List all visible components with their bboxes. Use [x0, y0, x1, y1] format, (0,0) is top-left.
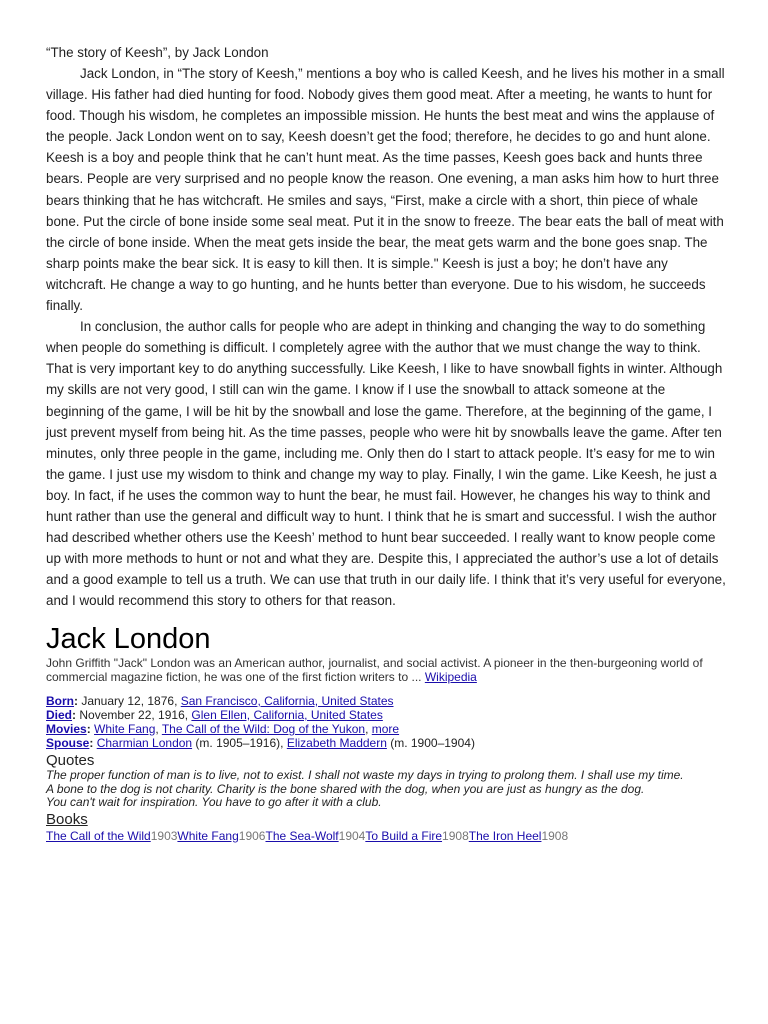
fact-label-died[interactable]: Died	[46, 708, 73, 722]
movie-link-call-of-the-wild[interactable]: The Call of the Wild: Dog of the Yukon	[161, 722, 366, 736]
born-date: January 12, 1876,	[78, 694, 181, 708]
book-year: 1906	[238, 828, 266, 843]
fact-born: Born: January 12, 1876, San Francisco, California, United States	[46, 694, 394, 708]
essay	[46, 42, 726, 611]
quotes-heading: Quotes	[46, 752, 95, 769]
movies-more-link[interactable]: more	[371, 722, 400, 736]
died-date: November 22, 1916,	[76, 708, 192, 722]
fact-spouse: Spouse: Charmian London (m. 1905–1916), Elizabeth Maddern (m. 1900–1904)	[46, 736, 475, 750]
book-year: 1903	[150, 828, 178, 843]
fact-died: Died: November 22, 1916, Glen Ellen, California, United States	[46, 708, 383, 722]
movie-link-white-fang[interactable]: White Fang	[94, 722, 156, 736]
wikipedia-link[interactable]: Wikipedia	[424, 670, 477, 684]
facts-list	[46, 694, 716, 750]
died-place-link[interactable]: Glen Ellen, California, United States	[191, 708, 383, 722]
fact-movies: Movies: White Fang, The Call of the Wild: Dog of the Yukon, more	[46, 722, 400, 736]
knowledge-panel	[46, 622, 716, 844]
spouse-note-charmian: (m. 1905–1916),	[192, 736, 287, 750]
description-text: John Griffith "Jack" London was an American author, journalist, and social activist. A pioneer in the then-burgeoning world of commercial magazine fiction, he was one of the first fiction writers to ...	[46, 656, 703, 684]
spouse-link-charmian[interactable]: Charmian London	[96, 736, 193, 750]
fact-label-born[interactable]: Born	[46, 694, 74, 708]
books-list	[46, 828, 716, 844]
book-year: 1908	[442, 828, 469, 843]
essay-paragraph-1: Jack London, in “The story of Keesh,” mentions a boy who is called Keesh, and he lives his mother in a small village. His father had died hunting for food. Nobody gives them good meat. After a meeting, he wants to hunt for food. Though his wisdom, he completes an impossible mission. He hunts the best meat and wins the applause of the people. Jack London went on to say, Keesh doesn’t get the food; therefore, he decides to go and hunt alone. Keesh is a boy and people think that he can’t hunt meat. As the time passes, Keesh goes back and hunts three bears. People are very surprised and no people know the reason. One evening, a man asks him how to hurt three bears thinking that he has witchcraft. He smiles and says, “First, make a circle with a short, thin piece of whale bone. Put the circle of bone inside some seal meat. Put it in the snow to freeze. The bear eats the ball of meat with the circle of bone inside. When the meat gets inside the bear, the meat gets warm and the bone goes snap. The sharp points make the bear sick. It is easy to kill then. It is simple." Keesh is just a boy; he don’t have any witchcraft. He change a way to go hunting, and he hunts better than everyone. Due to his wisdom, he succeeds finally.	[46, 66, 725, 314]
book-link-sea-wolf[interactable]: The Sea-Wolf	[265, 828, 339, 843]
books-heading[interactable]: Books	[46, 810, 88, 828]
entity-name: Jack London	[46, 623, 211, 655]
spouse-link-elizabeth[interactable]: Elizabeth Maddern	[286, 736, 387, 750]
book-link-call-of-the-wild[interactable]: The Call of the Wild	[46, 828, 151, 843]
quote-2: A bone to the dog is not charity. Charity is the bone shared with the dog, when you are just as hungry as the dog.	[46, 781, 645, 796]
quote-3: You can't wait for inspiration. You have to go after it with a club.	[46, 795, 382, 809]
entity-description	[46, 656, 716, 684]
fact-label-movies[interactable]: Movies	[46, 722, 87, 736]
book-link-white-fang[interactable]: White Fang	[177, 828, 239, 843]
book-link-iron-heel[interactable]: The Iron Heel	[468, 828, 542, 843]
essay-paragraph-2: In conclusion, the author calls for people who are adept in thinking and changing the way to do something when people do something is difficult. I completely agree with the author that we must change the way to think. That is very important key to do anything successfully. Like Keesh, I like to have snowball fights in winter. Although my skills are not very good, I still can win the game. I know if I use the snowball to attack someone at the beginning of the game, I will be hit by the snowball and lose the game. Therefore, at the beginning of the game, I just prevent myself from being hit. As the time passes, people who were hit by snowballs leave the game. After ten minutes, only three people in the game, including me. Only then do I start to attack people. It’s easy for me to win the game. I just use my wisdom to think and change my way to play. Finally, I win the game. Like Keesh, he just a boy. In fact, if he uses the common way to hunt the bear, he must fail. However, he changes his way to think and hunt rather than use the general and difficult way to hunt. I think that he is smart and successful. I wish the author had described whether others use the Keesh’ method to hunt bear succeeded. I really want to know people come up with more methods to hunt or not and what they are. Despite this, I appreciated the author’s use a lot of details and a good example to tell us a truth. We can use that truth in our daily life. I think that it’s very useful for everyone, and I would recommend this story to others for that reason.	[46, 319, 726, 609]
essay-title: “The story of Keesh”, by Jack London	[46, 45, 269, 60]
spouse-note-elizabeth: (m. 1900–1904)	[386, 736, 475, 750]
born-place-link[interactable]: San Francisco, California, United States	[180, 694, 394, 708]
book-link-to-build-a-fire[interactable]: To Build a Fire	[365, 828, 443, 843]
fact-label-spouse[interactable]: Spouse	[46, 736, 90, 750]
book-year: 1908	[541, 828, 569, 843]
book-year: 1904	[338, 828, 366, 843]
quote-1: The proper function of man is to live, not to exist. I shall not waste my days in trying to prolong them. I shall use my time.	[46, 768, 684, 782]
